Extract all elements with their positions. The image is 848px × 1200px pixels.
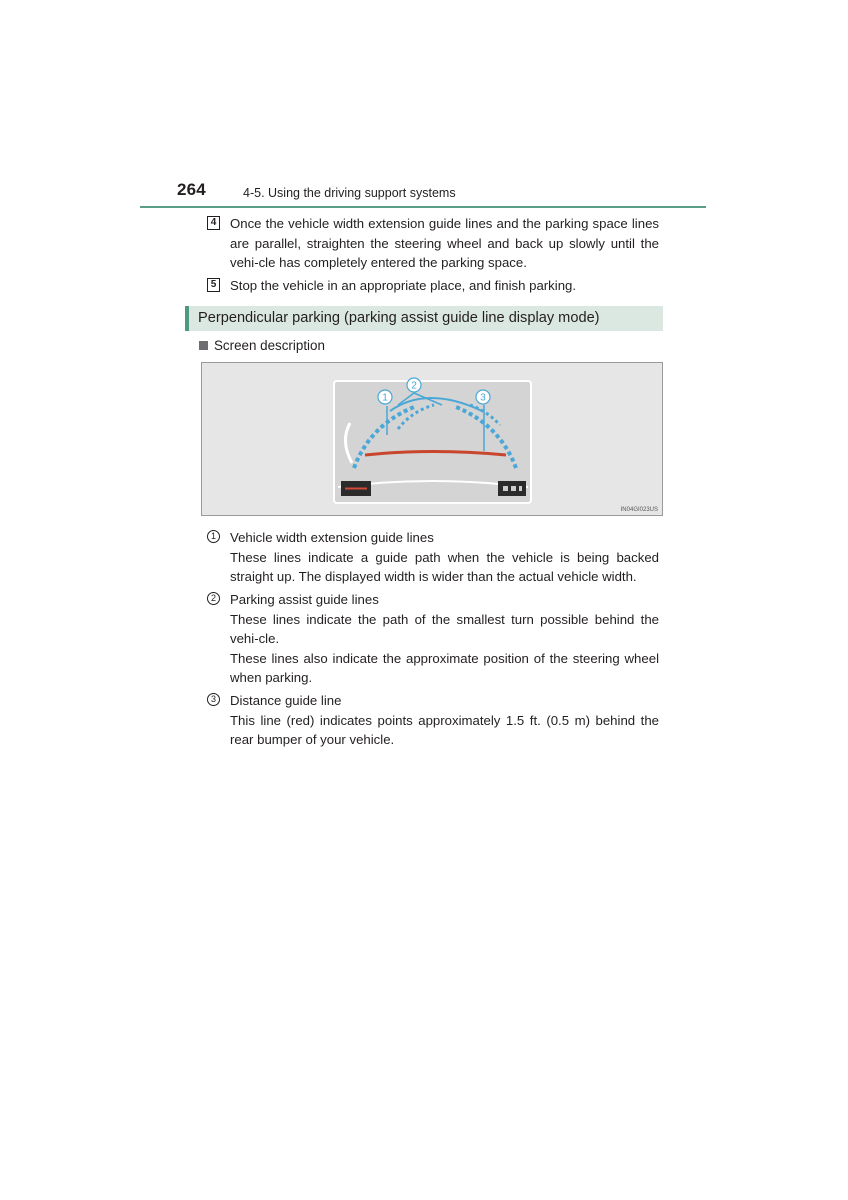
right-button-glyph-b (511, 486, 516, 491)
subheading (199, 338, 325, 353)
callout-2-label: 2 (411, 380, 417, 392)
step-text: Once the vehicle width extension guide lines and the parking space lines are parallel, straighten the steering wheel and back up slowly until the vehi-cle has completely entered the parking space. (230, 216, 659, 270)
description-item-3 (207, 691, 659, 750)
camera-screen-figure (201, 362, 663, 516)
item-description: These lines also indicate the approximate position of the steering wheel when parking. (230, 650, 659, 685)
description-item-2 (207, 590, 659, 688)
item-title: Vehicle width extension guide lines (230, 530, 434, 545)
callout-1-label: 1 (382, 392, 388, 404)
camera-screen-illustration (202, 363, 664, 517)
step-number-badge: 4 (207, 216, 220, 230)
square-bullet-icon (199, 341, 208, 350)
item-title: Parking assist guide lines (230, 592, 379, 607)
section-heading: Perpendicular parking (parking assist guide line display mode) (198, 310, 600, 326)
item-description: These lines indicate the path of the smallest turn possible behind the vehi-cle. (230, 611, 659, 646)
item-number-circle: 3 (207, 693, 220, 706)
section-heading-band (185, 306, 663, 331)
step-text: Stop the vehicle in an appropriate place, and finish parking. (230, 278, 577, 293)
step-number-badge: 5 (207, 278, 220, 292)
right-button-glyph-c (519, 486, 522, 491)
item-description: These lines indicate a guide path when the vehicle is being backed straight up. The displayed width is wider than the actual vehicle width. (230, 549, 659, 584)
page-number: 264 (177, 180, 206, 199)
step-4 (207, 214, 659, 273)
subheading-text: Screen description (214, 338, 325, 353)
figure-code: IN04GI023US (620, 507, 658, 513)
item-number-circle: 1 (207, 530, 220, 543)
callout-3-label: 3 (480, 392, 486, 404)
header-rule (140, 206, 706, 208)
item-title: Distance guide line (230, 693, 342, 708)
step-5 (207, 276, 659, 296)
right-button-glyph-a (503, 486, 508, 491)
section-header: 4-5. Using the driving support systems (243, 186, 456, 200)
item-number-circle: 2 (207, 592, 220, 605)
item-description: This line (red) indicates points approximately 1.5 ft. (0.5 m) behind the rear bumper of your vehicle. (230, 712, 659, 747)
description-item-1 (207, 528, 659, 587)
